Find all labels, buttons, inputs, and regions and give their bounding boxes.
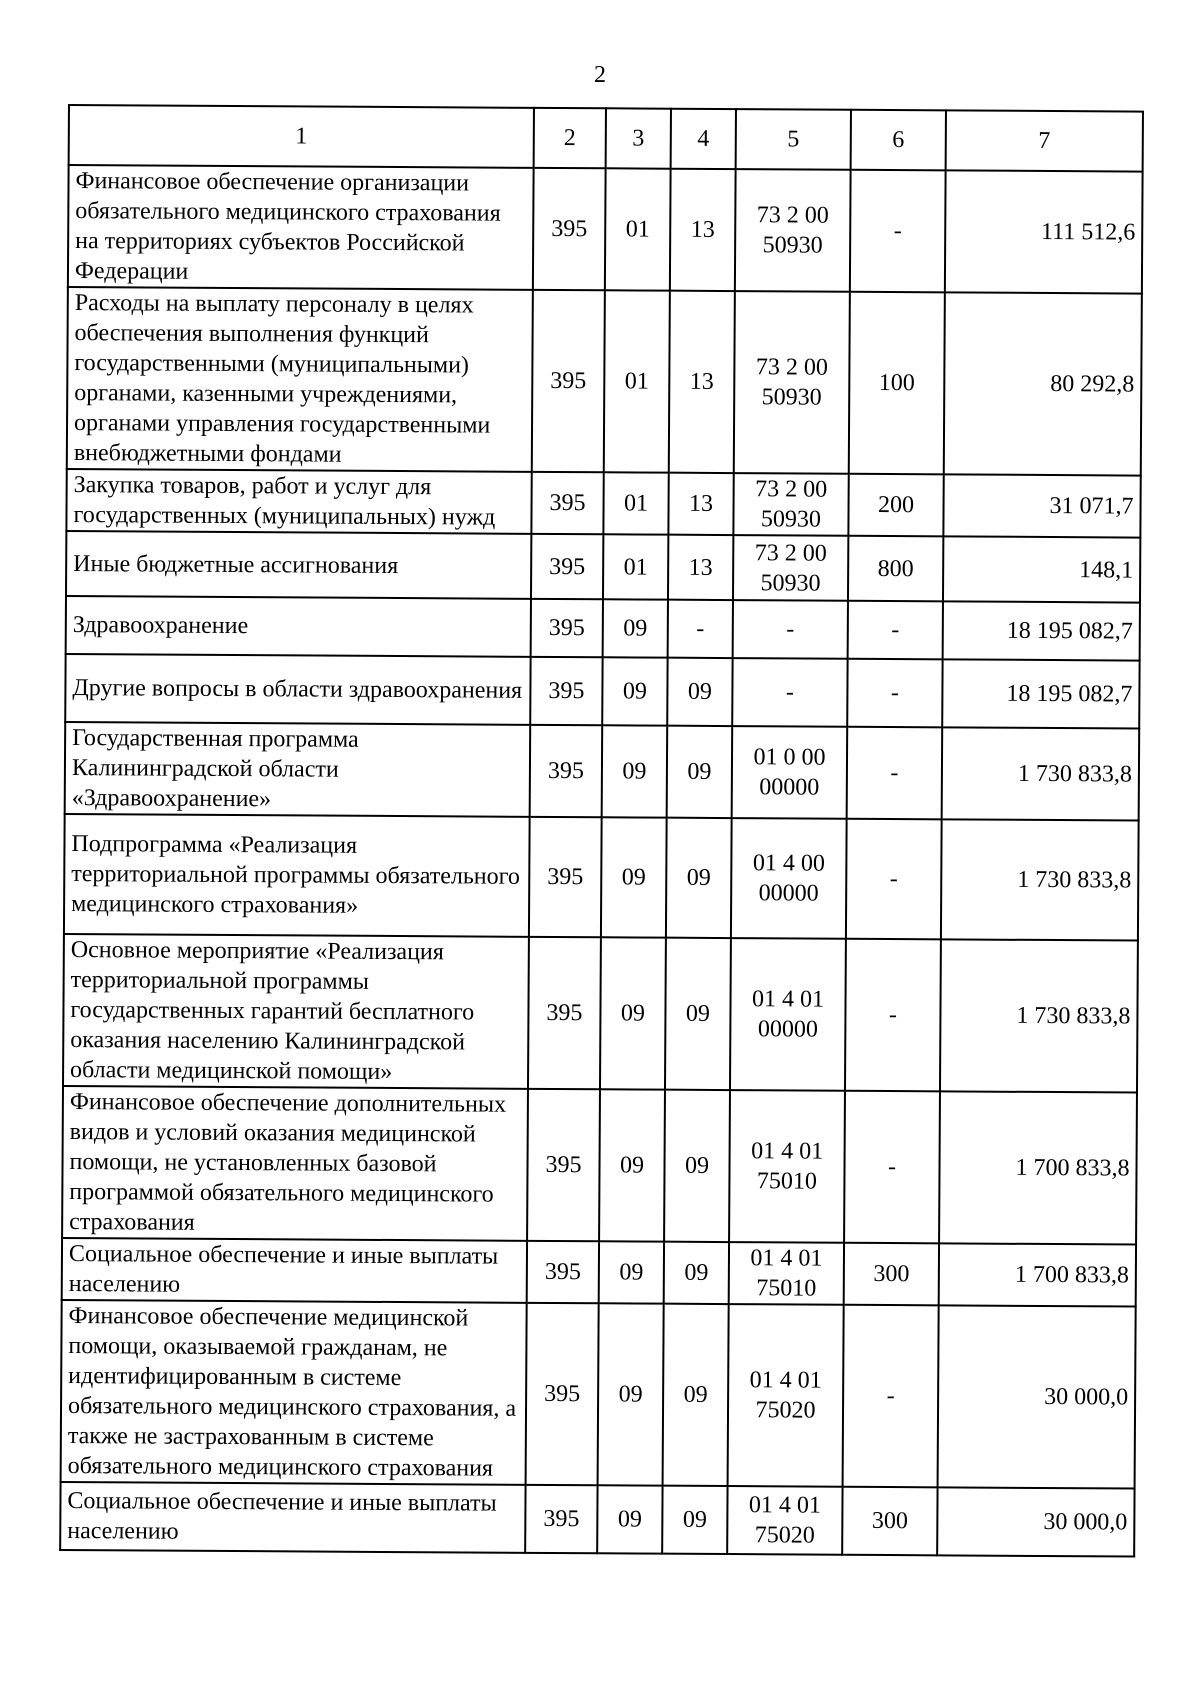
row-section: 01 — [603, 472, 668, 534]
row-section: 09 — [601, 817, 667, 937]
row-name: Финансовое обеспечение медицинской помощи, оказываемой гражданам, не идентифицированным в системе обязательного медицинского страхования, а также не застрахованным в системе обязательного медицинского страхования — [61, 1300, 527, 1485]
row-target-article: - — [732, 658, 847, 727]
row-name: Основное мероприятие «Реализация территориальной программы государственных гарантий бесплатного оказания населению Калининградской области медицинской помощи» — [63, 934, 529, 1089]
row-subsection: 09 — [663, 1304, 729, 1486]
target-article-part1: 01 4 01 — [748, 1492, 822, 1519]
row-code-ministry: 395 — [532, 290, 605, 472]
target-article-part1: 01 4 01 — [751, 986, 825, 1013]
column-header: 2 — [534, 108, 606, 168]
target-article-part2: 75020 — [755, 1397, 816, 1424]
row-section: 01 — [605, 168, 671, 290]
target-article-part1: 73 2 00 — [754, 539, 827, 567]
column-header: 3 — [606, 108, 671, 168]
table-row — [62, 1238, 1136, 1307]
target-article-part2: 00000 — [759, 774, 820, 801]
row-section: 09 — [602, 725, 668, 817]
row-code-ministry: 395 — [528, 937, 601, 1089]
table-row — [66, 596, 1140, 661]
page-number: 2 — [594, 62, 606, 88]
row-subsection: 09 — [665, 938, 731, 1090]
row-expense-type: 200 — [848, 474, 943, 537]
row-name: Финансовое обеспечение дополнительных видов и условий оказания медицинской помощи, не установленных базовой программой обязательного медицинского страхования — [62, 1086, 528, 1241]
target-article-part2: 75010 — [756, 1275, 817, 1302]
row-name: Социальное обеспечение и иные выплаты населению — [60, 1482, 525, 1553]
row-code-ministry: 395 — [530, 657, 602, 725]
row-target-article — [733, 473, 848, 536]
row-target-article — [735, 169, 851, 292]
row-name: Закупка товаров, работ и услуг для государственных (муниципальных) нужд — [66, 469, 531, 534]
row-code-ministry: 395 — [531, 472, 603, 534]
row-amount: 1 700 833,8 — [939, 1243, 1136, 1306]
row-code-ministry: 395 — [526, 1303, 599, 1485]
target-article-part1: 01 4 01 — [749, 1367, 822, 1394]
row-amount: 148,1 — [943, 536, 1140, 602]
column-header: 4 — [671, 109, 736, 169]
row-code-ministry: 395 — [529, 817, 602, 937]
row-section: 01 — [603, 534, 668, 599]
row-code-ministry: 395 — [531, 599, 603, 657]
row-target-article — [730, 938, 846, 1091]
row-target-article — [728, 1304, 844, 1487]
row-target-article — [729, 1090, 845, 1243]
row-target-article — [732, 726, 848, 819]
row-subsection: - — [668, 600, 733, 658]
row-target-article — [727, 1486, 842, 1555]
row-section: 09 — [598, 1303, 664, 1485]
row-name: Подпрограмма «Реализация территориальной программы обязательного медицинского страхования» — [64, 814, 530, 937]
row-name: Другие вопросы в области здравоохранения — [65, 654, 530, 725]
target-article-part2: 50930 — [761, 384, 822, 411]
row-amount: 18 195 082,7 — [943, 601, 1140, 660]
row-expense-type: - — [850, 170, 946, 293]
row-subsection: 09 — [662, 1486, 727, 1554]
table-row — [60, 1482, 1134, 1557]
row-subsection: 13 — [668, 473, 733, 535]
row-section: 09 — [597, 1485, 662, 1553]
table-row — [66, 531, 1140, 603]
row-amount: 18 195 082,7 — [942, 659, 1139, 728]
target-article-part1: 73 2 00 — [755, 476, 828, 503]
row-subsection: 13 — [670, 169, 736, 291]
row-section: 09 — [599, 1241, 664, 1303]
row-code-ministry: 395 — [525, 1485, 597, 1553]
row-expense-type: 800 — [848, 536, 943, 602]
table-row — [67, 287, 1142, 476]
table-row — [64, 814, 1139, 941]
row-amount: 31 071,7 — [943, 474, 1140, 537]
row-subsection: 13 — [668, 535, 733, 600]
row-name: Социальное обеспечение и иные выплаты населению — [62, 1238, 527, 1303]
row-name: Иные бюджетные ассигнования — [66, 531, 531, 599]
row-expense-type: - — [845, 939, 941, 1092]
row-name: Здравоохранение — [66, 596, 531, 657]
row-code-ministry: 395 — [531, 534, 603, 599]
row-name: Финансовое обеспечение организации обязательного медицинского страхования на территориях субъектов Российской Федерации — [68, 165, 534, 290]
row-expense-type: - — [843, 1305, 939, 1488]
row-expense-type: - — [847, 727, 943, 820]
row-target-article — [733, 535, 848, 601]
target-article-part1: 73 2 00 — [756, 202, 829, 229]
row-expense-type: 300 — [842, 1487, 937, 1556]
table-row — [63, 934, 1138, 1093]
row-code-ministry: 395 — [527, 1089, 600, 1241]
budget-table — [59, 104, 1144, 1558]
row-target-article: - — [733, 600, 848, 659]
row-target-article — [729, 1242, 844, 1305]
row-code-ministry: 395 — [533, 168, 606, 290]
row-target-article — [734, 291, 850, 474]
row-amount: 1 730 833,8 — [940, 939, 1138, 1092]
row-section: 09 — [602, 657, 667, 725]
target-article-part1: 01 4 01 — [751, 1138, 824, 1165]
row-subsection: 13 — [669, 291, 735, 473]
table-row — [65, 722, 1140, 821]
row-name: Расходы на выплату персоналу в целях обеспечения выполнения функций государственными (муниципальными) органами, казенными учреждениями, органами управления государственными внебюджетными фондами — [67, 287, 533, 472]
row-amount: 111 512,6 — [945, 170, 1143, 293]
table-row — [62, 1086, 1137, 1245]
target-article-part2: 75020 — [754, 1522, 815, 1549]
row-amount: 30 000,0 — [938, 1305, 1136, 1488]
row-expense-type: - — [847, 659, 942, 728]
column-header: 7 — [946, 110, 1143, 171]
row-amount: 1 730 833,8 — [941, 819, 1139, 940]
target-article-part2: 50930 — [760, 569, 821, 597]
row-subsection: 09 — [664, 1090, 730, 1242]
row-subsection: 09 — [664, 1242, 729, 1304]
column-header: 1 — [69, 105, 534, 168]
target-article-part2: 00000 — [758, 880, 819, 907]
row-section: 09 — [599, 1089, 665, 1241]
row-amount: 1 700 833,8 — [939, 1091, 1137, 1244]
target-article-part2: 75010 — [756, 1168, 818, 1195]
target-article-part2: 50930 — [762, 232, 823, 259]
target-article-part2: 00000 — [757, 1016, 818, 1043]
table-row — [65, 654, 1139, 729]
row-name: Государственная программа Калининградской области «Здравоохранение» — [65, 722, 531, 817]
row-expense-type: 100 — [849, 292, 945, 475]
target-article-part1: 73 2 00 — [755, 354, 828, 381]
row-amount: 30 000,0 — [937, 1487, 1134, 1556]
row-expense-type: - — [844, 1091, 940, 1244]
row-amount: 80 292,8 — [944, 292, 1142, 475]
column-header: 5 — [736, 109, 851, 170]
target-article-part1: 01 0 00 — [753, 744, 826, 771]
row-code-ministry: 395 — [527, 1241, 599, 1303]
table-row — [68, 165, 1143, 294]
row-section: 09 — [600, 937, 666, 1089]
column-header: 6 — [851, 110, 946, 171]
row-section: 09 — [603, 599, 668, 657]
row-code-ministry: 395 — [530, 725, 603, 817]
row-subsection: 09 — [666, 818, 732, 938]
table-header-row — [69, 105, 1143, 172]
row-expense-type: 300 — [844, 1243, 939, 1306]
row-amount: 1 730 833,8 — [942, 727, 1140, 820]
row-section: 01 — [604, 290, 670, 472]
target-article-part2: 50930 — [760, 506, 822, 533]
table-row — [66, 469, 1140, 538]
row-target-article — [731, 818, 847, 939]
table-row — [61, 1300, 1136, 1489]
row-expense-type: - — [848, 601, 943, 660]
row-subsection: 09 — [667, 658, 732, 726]
row-subsection: 09 — [667, 726, 733, 818]
target-article-part1: 01 4 00 — [752, 850, 825, 877]
row-expense-type: - — [846, 819, 942, 940]
target-article-part1: 01 4 01 — [750, 1245, 823, 1272]
